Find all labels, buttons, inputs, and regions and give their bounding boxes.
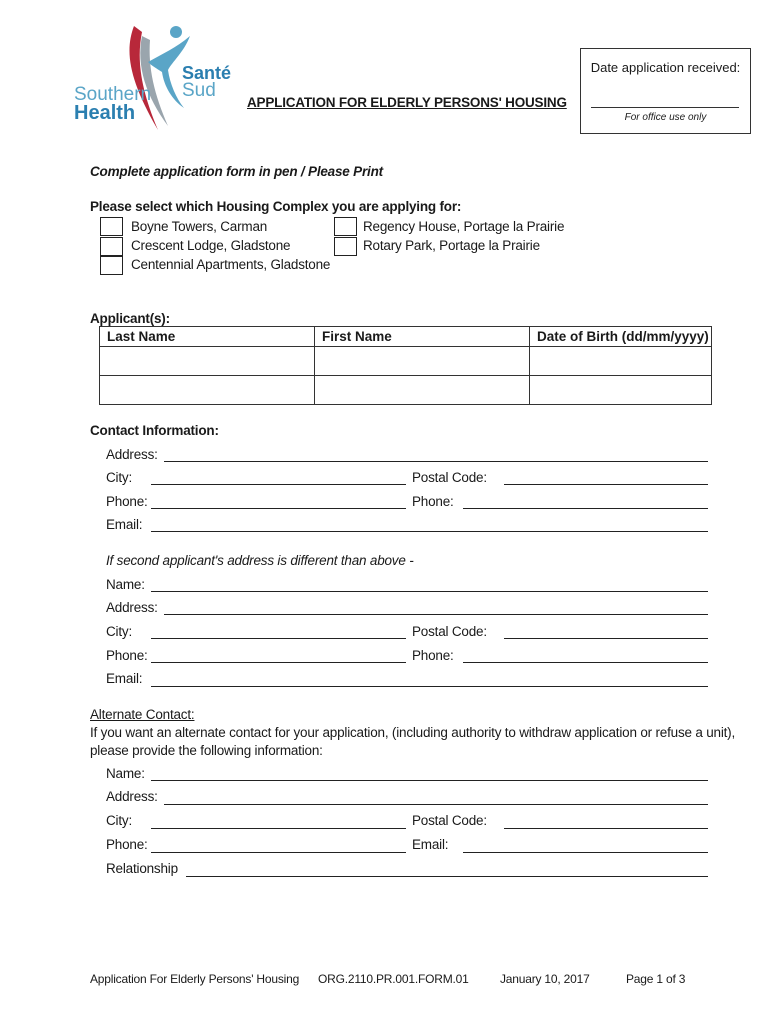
footer-title: Application For Elderly Persons' Housing xyxy=(90,972,300,986)
footer-page-number: Page 1 of 3 xyxy=(626,972,686,986)
alternate-text-1: If you want an alternate contact for your application, (including authority to withdraw application or refuse a unit), xyxy=(90,725,736,740)
checkbox-regency-house[interactable] xyxy=(334,217,357,236)
postal-code-field[interactable] xyxy=(504,484,708,485)
email-label: Email: xyxy=(106,517,143,532)
phone-label: Phone: xyxy=(106,494,148,509)
second-phone-2-field[interactable] xyxy=(463,662,708,663)
city-field[interactable] xyxy=(151,484,406,485)
alt-phone-label: Phone: xyxy=(106,837,148,852)
logo-text-southern: Southern xyxy=(74,84,152,105)
footer-date: January 10, 2017 xyxy=(500,972,590,986)
alt-relationship-label: Relationship xyxy=(106,861,178,876)
second-email-field[interactable] xyxy=(151,686,708,687)
alt-postal-code-field[interactable] xyxy=(504,828,708,829)
second-applicant-note: If second applicant's address is different than above - xyxy=(106,553,414,568)
second-phone-label: Phone: xyxy=(106,648,148,663)
address-label: Address: xyxy=(106,447,158,462)
option-rotary-park: Rotary Park, Portage la Prairie xyxy=(363,238,540,253)
option-regency-house: Regency House, Portage la Prairie xyxy=(363,219,565,234)
office-use-note: For office use only xyxy=(624,112,707,123)
housing-prompt: Please select which Housing Complex you are applying for: xyxy=(90,199,462,214)
alt-phone-field[interactable] xyxy=(151,852,406,853)
phone-2-field[interactable] xyxy=(463,508,708,509)
alt-email-label: Email: xyxy=(412,837,449,852)
logo-text-health: Health xyxy=(74,102,136,124)
second-name-label: Name: xyxy=(106,577,145,592)
option-crescent-lodge: Crescent Lodge, Gladstone xyxy=(131,238,291,253)
second-city-label: City: xyxy=(106,624,133,639)
checkbox-rotary-park[interactable] xyxy=(334,237,357,256)
checkbox-crescent-lodge[interactable] xyxy=(100,237,123,256)
form-title: APPLICATION FOR ELDERLY PERSONS' HOUSING xyxy=(247,95,567,110)
second-address-field[interactable] xyxy=(164,614,708,615)
dob-cell-2[interactable] xyxy=(530,376,712,405)
alt-address-label: Address: xyxy=(106,789,158,804)
option-boyne-towers: Boyne Towers, Carman xyxy=(131,219,268,234)
col-date-of-birth: Date of Birth (dd/mm/yyyy) xyxy=(530,327,712,347)
second-phone-field[interactable] xyxy=(151,662,406,663)
phone-field[interactable] xyxy=(151,508,406,509)
alternate-text-2: please provide the following information: xyxy=(90,743,323,758)
first-name-cell-1[interactable] xyxy=(315,347,530,376)
col-last-name: Last Name xyxy=(100,327,315,347)
second-postal-code-field[interactable] xyxy=(504,638,708,639)
alt-city-field[interactable] xyxy=(151,828,406,829)
first-name-cell-2[interactable] xyxy=(315,376,530,405)
dob-cell-1[interactable] xyxy=(530,347,712,376)
office-use-box xyxy=(580,48,751,134)
instructions: Complete application form in pen / Please Print xyxy=(90,164,383,179)
email-field[interactable] xyxy=(151,531,708,532)
contact-heading: Contact Information: xyxy=(90,423,219,438)
applicants-heading: Applicant(s): xyxy=(90,311,170,326)
city-label: City: xyxy=(106,470,133,485)
date-received-label: Date application received: xyxy=(590,60,741,75)
alt-name-label: Name: xyxy=(106,766,145,781)
footer-form-code: ORG.2110.PR.001.FORM.01 xyxy=(318,972,469,986)
table-row xyxy=(100,376,712,405)
table-row xyxy=(100,347,712,376)
logo-text-sud: Sud xyxy=(182,80,216,101)
alt-postal-code-label: Postal Code: xyxy=(412,813,487,828)
second-postal-code-label: Postal Code: xyxy=(412,624,487,639)
alternate-heading: Alternate Contact: xyxy=(90,707,195,722)
alt-email-field[interactable] xyxy=(463,852,708,853)
checkbox-centennial-apartments[interactable] xyxy=(100,256,123,275)
phone-2-label: Phone: xyxy=(412,494,454,509)
checkbox-boyne-towers[interactable] xyxy=(100,217,123,236)
alt-address-field[interactable] xyxy=(164,804,708,805)
option-centennial-apartments: Centennial Apartments, Gladstone xyxy=(131,257,331,272)
address-field[interactable] xyxy=(164,461,708,462)
second-email-label: Email: xyxy=(106,671,143,686)
logo-text-sante: Santé xyxy=(182,63,232,83)
alt-city-label: City: xyxy=(106,813,133,828)
second-phone-2-label: Phone: xyxy=(412,648,454,663)
col-first-name: First Name xyxy=(315,327,530,347)
date-received-field[interactable] xyxy=(591,107,739,108)
alt-name-field[interactable] xyxy=(151,780,708,781)
postal-code-label: Postal Code: xyxy=(412,470,487,485)
last-name-cell-1[interactable] xyxy=(100,347,315,376)
second-name-field[interactable] xyxy=(151,591,708,592)
last-name-cell-2[interactable] xyxy=(100,376,315,405)
second-address-label: Address: xyxy=(106,600,158,615)
second-city-field[interactable] xyxy=(151,638,406,639)
applicant-table xyxy=(99,326,712,405)
alt-relationship-field[interactable] xyxy=(186,876,708,877)
